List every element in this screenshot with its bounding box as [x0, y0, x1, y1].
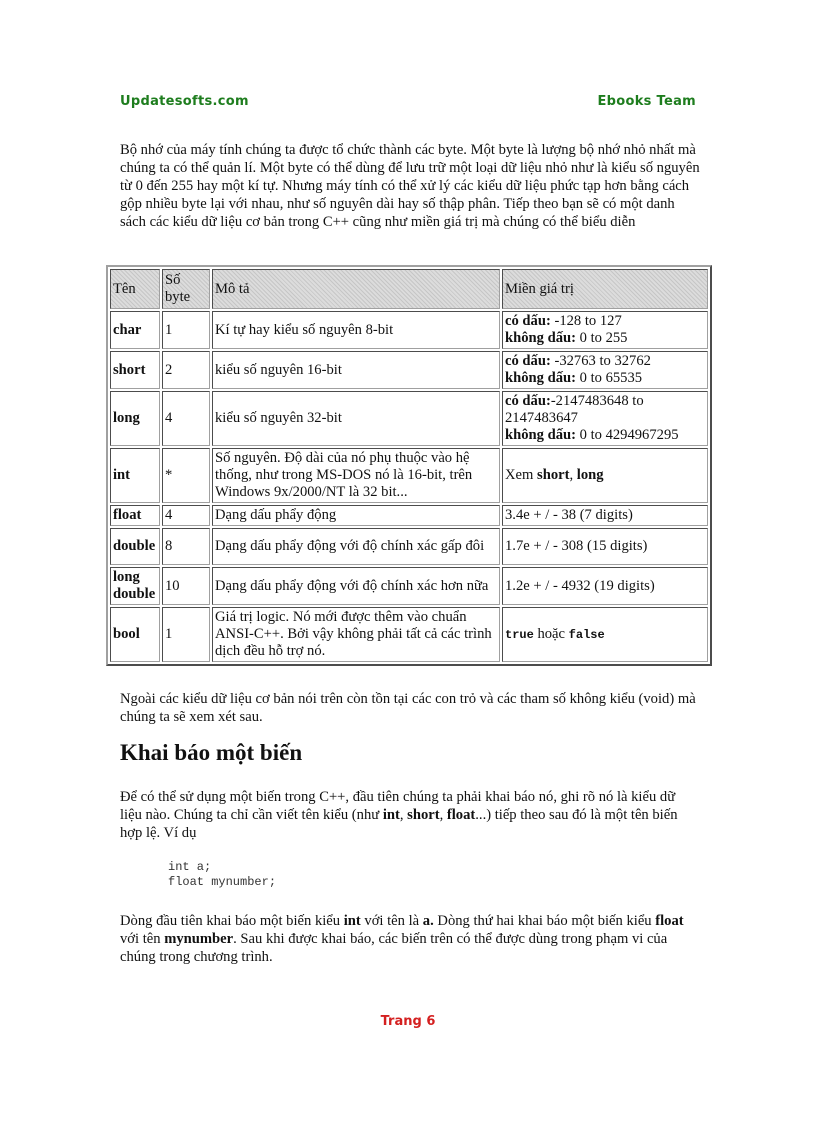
- type-name: int: [110, 448, 160, 503]
- range-true: true: [505, 627, 534, 642]
- type-range: 1.7e + / - 308 (15 digits): [502, 528, 708, 565]
- range-prefix: Xem: [505, 467, 538, 483]
- after-table-paragraph: Ngoài các kiểu dữ liệu cơ bản nói trên còn tồn tại các con trỏ và các tham số không kiểu (void) mà chúng ta sẽ xem xét sau.: [120, 691, 696, 725]
- unsigned-range: 0 to 4294967295: [575, 427, 679, 443]
- signed-range: -128 to 127: [550, 313, 622, 329]
- type-range: [502, 311, 708, 349]
- data-types-table-wrapper: [106, 265, 710, 666]
- header-bytes: Số byte: [162, 269, 210, 309]
- header-name: Tên: [110, 269, 160, 309]
- type-description: kiểu số nguyên 16-bit: [212, 351, 500, 389]
- unsigned-label: không dấu:: [505, 330, 576, 346]
- type-range: [502, 351, 708, 389]
- explanation-text: Dòng đầu tiên khai báo một biến kiểu: [120, 913, 344, 929]
- table-row: [110, 505, 708, 526]
- type-name: double: [110, 528, 160, 565]
- range-separator: ,: [569, 467, 577, 483]
- type-description: Giá trị logic. Nó mới được thêm vào chuẩn ANSI-C++. Bởi vậy không phải tất cả các trình dịch đều hỗ trợ nó.: [212, 607, 500, 662]
- data-types-table: [106, 265, 712, 666]
- header-range: Miền giá trị: [502, 269, 708, 309]
- type-bytes: 1: [162, 311, 210, 349]
- signed-label: có dấu:: [505, 393, 551, 409]
- header-site-name: Updatesofts.com: [120, 94, 249, 109]
- table-header-row: [110, 269, 708, 309]
- declaration-text: Để có thể sử dụng một biến trong C++, đầu tiên chúng ta phải khai báo nó, ghi rõ nó là kiểu dữ liệu nào. Chúng ta chỉ cần viết tên kiểu (như: [120, 789, 676, 823]
- type-description: Số nguyên. Độ dài của nó phụ thuộc vào hệ thống, như trong MS-DOS nó là 16-bit, trên Windows 9x/2000/NT là 32 bit...: [212, 448, 500, 503]
- type-bytes: *: [162, 448, 210, 503]
- variable-a: a.: [422, 913, 434, 929]
- type-bytes: 8: [162, 528, 210, 565]
- type-range: 3.4e + / - 38 (7 digits): [502, 505, 708, 526]
- type-name: bool: [110, 607, 160, 662]
- type-range: 1.2e + / - 4932 (19 digits): [502, 567, 708, 605]
- type-name: float: [110, 505, 160, 526]
- declaration-text-end: ...) tiếp theo sau đó là một tên biến hợp lệ. Ví dụ: [120, 807, 678, 841]
- section-heading: Khai báo một biến: [120, 740, 303, 765]
- keyword-float: float: [655, 913, 684, 929]
- table-row: [110, 607, 708, 662]
- header-description: Mô tả: [212, 269, 500, 309]
- type-name: char: [110, 311, 160, 349]
- declaration-paragraph: [120, 788, 700, 842]
- table-row: [110, 391, 708, 446]
- comma: ,: [399, 807, 408, 823]
- type-name: long: [110, 391, 160, 446]
- type-description: Kí tự hay kiểu số nguyên 8-bit: [212, 311, 500, 349]
- range-ref-short: short: [537, 467, 570, 483]
- explanation-text: Dòng thứ hai khai báo một biến kiểu: [433, 913, 656, 929]
- explanation-text: với tên là: [360, 913, 423, 929]
- unsigned-range: 0 to 65535: [575, 370, 643, 386]
- range-false: false: [568, 627, 605, 642]
- intro-paragraph: Bộ nhớ của máy tính chúng ta được tổ chức thành các byte. Một byte là lượng bộ nhớ nhỏ nhất mà chúng ta có thể quản lí. Một byte có thể dùng để lưu trữ một loại dữ liệu nhỏ như là kiểu số nguyên từ 0 đến 255 hay một kí tự. Nhưng máy tính có thể xử lý các kiểu dữ liệu phức tạp hơn bằng cách gộp nhiều byte lại với nhau, như số nguyên dài hay số thập phân. Tiếp theo bạn sẽ có một danh sách các kiểu dữ liệu cơ bản trong C++ cũng như miền giá trị mà chúng có thể biểu diễn: [120, 142, 700, 230]
- type-bytes: 2: [162, 351, 210, 389]
- type-description: Dạng dấu phẩy động với độ chính xác gấp đôi: [212, 528, 500, 565]
- header-team-name: Ebooks Team: [597, 94, 696, 109]
- unsigned-label: không dấu:: [505, 427, 576, 443]
- signed-range: -32763 to 32762: [550, 353, 651, 369]
- table-row: [110, 567, 708, 605]
- range-or: hoặc: [533, 625, 569, 642]
- explanation-paragraph: [120, 912, 700, 966]
- table-row: [110, 448, 708, 503]
- signed-range: -2147483648 to 2147483647: [505, 393, 644, 426]
- explanation-text-end: . Sau khi được khai báo, các biến trên có thể được dùng trong phạm vi của chúng trong chương trình.: [120, 931, 668, 965]
- signed-label: có dấu:: [505, 353, 551, 369]
- type-bytes: 10: [162, 567, 210, 605]
- table-row: [110, 528, 708, 565]
- keyword-float: float: [446, 807, 476, 823]
- page-number: Trang 6: [380, 1014, 436, 1029]
- code-line: float mynumber;: [168, 875, 277, 889]
- unsigned-label: không dấu:: [505, 370, 576, 386]
- code-line: int a;: [168, 860, 212, 874]
- type-description: Dạng dấu phẩy động: [212, 505, 500, 526]
- explanation-text: với tên: [120, 931, 165, 947]
- keyword-int: int: [343, 913, 361, 929]
- type-description: Dạng dấu phẩy động với độ chính xác hơn nữa: [212, 567, 500, 605]
- type-name: long double: [110, 567, 160, 605]
- type-range: [502, 448, 708, 503]
- type-bytes: 1: [162, 607, 210, 662]
- table-row: [110, 351, 708, 389]
- type-range: [502, 391, 708, 446]
- keyword-int: int: [382, 807, 400, 823]
- signed-label: có dấu:: [505, 313, 551, 329]
- type-description: kiểu số nguyên 32-bit: [212, 391, 500, 446]
- variable-mynumber: mynumber: [164, 931, 234, 947]
- table-row: [110, 311, 708, 349]
- type-name: short: [110, 351, 160, 389]
- type-range: [502, 607, 708, 662]
- code-example: [168, 860, 276, 890]
- type-bytes: 4: [162, 505, 210, 526]
- range-ref-long: long: [576, 467, 604, 483]
- comma: ,: [439, 807, 447, 823]
- unsigned-range: 0 to 255: [575, 330, 628, 346]
- keyword-short: short: [407, 807, 440, 823]
- type-bytes: 4: [162, 391, 210, 446]
